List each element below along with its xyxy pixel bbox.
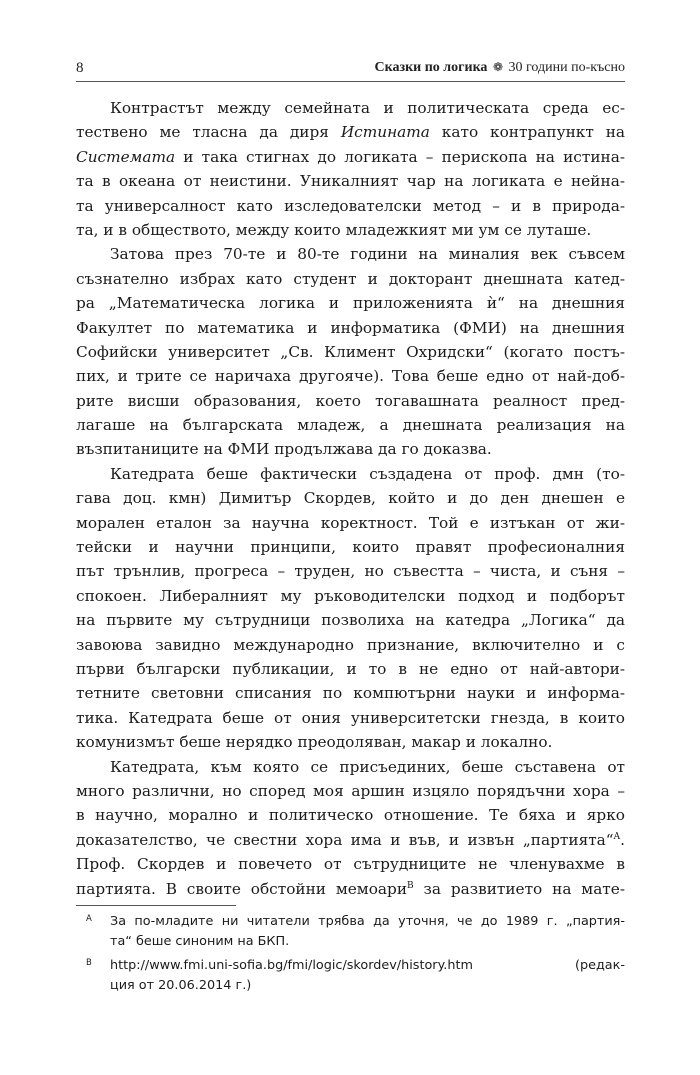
text-line: тествено ме тласна да диря Истината като контрапункт на [76, 123, 625, 142]
footnote-rule [76, 905, 236, 906]
header-rule [76, 81, 625, 82]
text-line: Софийски университет „Св. Климент Охридски“ (когато постъ- [76, 342, 625, 361]
footnote-line: ция от 20.06.2014 г.) [110, 978, 252, 993]
text-line: съзнателно избрах като студент и докторант днешната катед- [76, 269, 625, 288]
text-line: ра „Математическа логика и приложенията ѝ“ на днешния [76, 294, 625, 313]
text-line: пих, и трите се наричаха другояче). Това беше едно от най-доб- [76, 367, 625, 386]
text-line: възпитаниците на ФМИ продължава да го доказва. [76, 440, 492, 459]
footnote-ref-a[interactable]: A [613, 831, 621, 842]
footnote-b [76, 956, 625, 996]
text-line: доказателство, че свестни хора има и във, и извън „партията“$^A$. [76, 830, 625, 849]
page-number: 8 [76, 60, 84, 76]
text-line: партията. В своите обстойни мемоари$^B$ за развитието на мате- [76, 879, 625, 898]
text-line: та, и в обществото, между които младежкият ми ум се луташе. [76, 220, 592, 239]
text-line: морален еталон за научна коректност. Той е изтъкан от жи- [76, 513, 625, 532]
text-line: рите висши образования, което тогавашната реалност пред- [76, 391, 625, 410]
text-line: комунизмът беше нерядко преодоляван, макар и локално. [76, 733, 553, 752]
text-line: гава доц. кмн) Димитър Скордев, който и до ден днешен е [76, 489, 625, 508]
main-text [76, 96, 625, 901]
text-line: Системата и така стигнах до логиката – перископа на истина- [76, 147, 625, 166]
ornament-icon: ❁ [492, 60, 503, 74]
text-line: тика. Катедрата беше от ония университетски гнезда, в които [76, 708, 625, 727]
emphasis: Системата [76, 147, 176, 166]
text-line: тейски и научни принципи, които правят професионалния [76, 538, 625, 557]
text-line: та в океана от неистини. Уникалният чар на логиката е нейна- [76, 172, 625, 191]
text-line: завоюва завидно международно признание, включително и с [76, 635, 625, 654]
book-title: Сказки по логика [374, 60, 488, 75]
footnote-line: та“ беше синоним на БКП. [110, 934, 290, 949]
text-line: Катедрата беше фактически създадена от проф. дмн (то- [110, 464, 625, 483]
text-line: път трънлив, прогреса – труден, но съвестта – чиста, и съня – [76, 562, 625, 581]
footnote-mark: B [86, 958, 92, 968]
text-line: та универсалност като изследователски метод – и в природа- [76, 196, 625, 215]
text-line: лагаше на българската младеж, а днешната реализация на [76, 416, 625, 435]
text-line: много различни, но според моя аршин изцяло порядъчни хора – [76, 781, 625, 800]
text-line: първи български публикации, и то в не едно от най-автори- [76, 659, 625, 678]
text-line: Факултет по математика и информатика (ФМИ) на днешния [76, 318, 625, 337]
text-line: на първите му сътрудници позволиха на катедра „Логика“ да [76, 611, 625, 630]
footnote-a [76, 912, 625, 952]
text-line: в научно, морално и политическо отношение. Те бяха и ярко [76, 806, 625, 825]
emphasis: Истината [340, 123, 430, 142]
text-line: Контрастът между семейната и политическата среда ес- [110, 99, 625, 117]
page-header [76, 60, 625, 82]
text-line: тетните световни списания по компютърни науки и информа- [76, 684, 625, 703]
footnote-url-line[interactable]: http://www.fmi.uni-sofia.bg/fmi/logic/skordev/history.htm (редак- [110, 958, 625, 973]
text-line: Затова през 70-те и 80-те години на миналия век съвсем [110, 245, 625, 264]
footnote-ref-b[interactable]: B [407, 880, 414, 891]
running-head [375, 60, 626, 76]
text-line: Катедрата, към която се присъединих, беше съставена от [110, 757, 625, 776]
text-line: спокоен. Либералният му ръководителски подход и подборът [76, 586, 625, 605]
text-line: Проф. Скордев и повечето от сътрудниците не членувахме в [76, 855, 625, 874]
book-subtitle: 30 години по-късно [508, 60, 625, 75]
footnote-mark: A [86, 914, 92, 924]
footnote-line: За по-младите ни читатели трябва да уточня, че до 1989 г. „партия- [110, 914, 625, 929]
footnotes [76, 912, 625, 1000]
